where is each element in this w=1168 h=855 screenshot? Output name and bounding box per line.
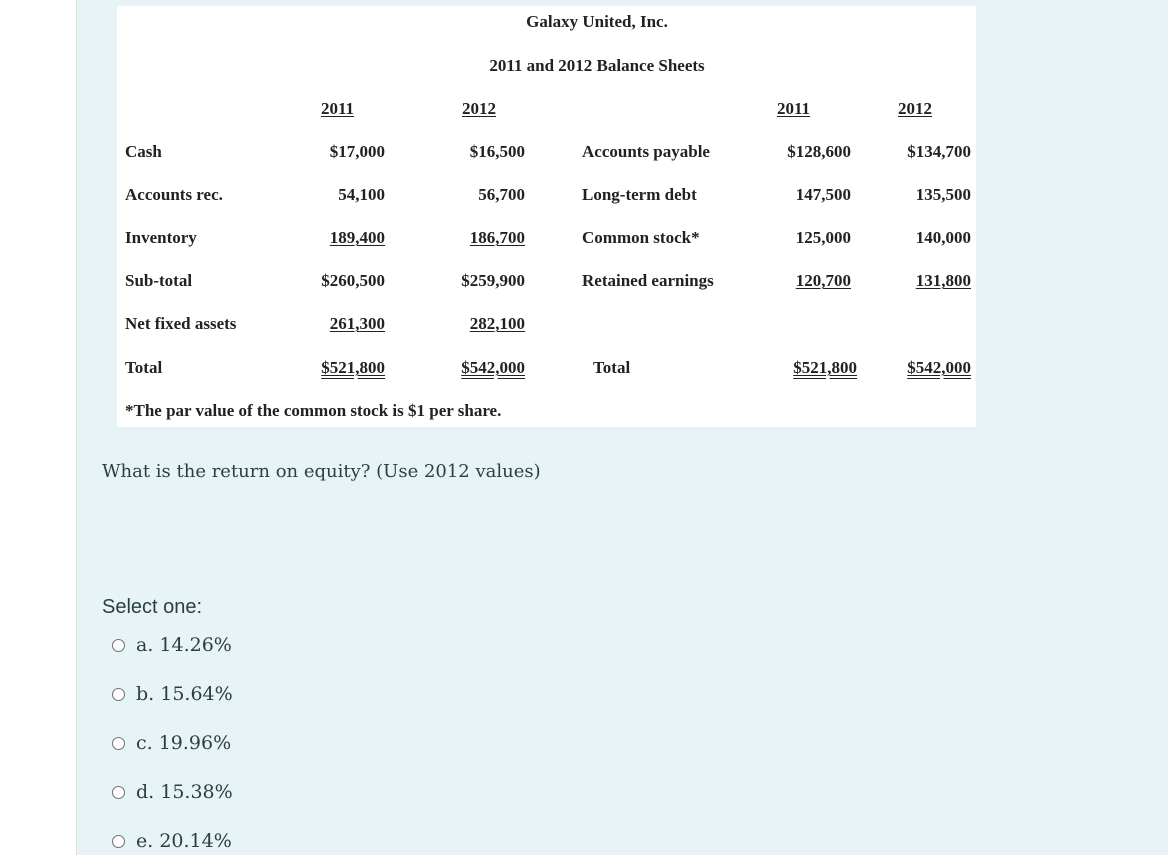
asset-label-total: Total — [125, 358, 163, 377]
header-right-2011: 2011 — [777, 99, 811, 118]
radio-option-b[interactable] — [112, 688, 125, 701]
radio-option-d[interactable] — [112, 786, 125, 799]
left-gutter — [0, 0, 77, 855]
option-c[interactable] — [112, 730, 231, 756]
liability-retained-earnings-2012-value: 131,800 — [915, 271, 971, 290]
option-b[interactable] — [112, 681, 233, 707]
asset-label-inventory: Inventory — [125, 228, 197, 247]
balance-sheet-subtitle: 2011 and 2012 Balance Sheets — [489, 56, 705, 75]
asset-net-fixed-2011-value: 261,300 — [329, 314, 385, 333]
liability-label-total: Total — [593, 358, 631, 377]
liability-long-term-debt-2011: 147,500 — [795, 185, 851, 204]
asset-label-sub-total: Sub-total — [125, 271, 193, 290]
asset-total-2011-value: $521,800 — [321, 358, 385, 377]
company-title: Galaxy United, Inc. — [526, 12, 668, 31]
radio-option-c[interactable] — [112, 737, 125, 750]
liability-label-accounts-payable: Accounts payable — [582, 142, 710, 161]
asset-cash-2011: $17,000 — [329, 142, 385, 161]
asset-inventory-2012 — [425, 228, 525, 248]
header-left-2011: 2011 — [321, 99, 355, 118]
liability-total-2011 — [757, 358, 857, 378]
option-a-label[interactable]: a. 14.26% — [136, 634, 232, 656]
option-d[interactable] — [112, 779, 233, 805]
asset-net-fixed-2012 — [425, 314, 525, 334]
liability-retained-earnings-2011-value: 120,700 — [795, 271, 851, 290]
option-d-label[interactable]: d. 15.38% — [136, 781, 233, 803]
asset-inventory-2012-value: 186,700 — [469, 228, 525, 247]
liability-label-common-stock: Common stock* — [582, 228, 700, 247]
question-text: What is the return on equity? (Use 2012 values) — [102, 461, 541, 482]
liability-total-2012-value: $542,000 — [907, 358, 971, 377]
asset-inventory-2011 — [285, 228, 385, 248]
liability-accounts-payable-2011: $128,600 — [787, 142, 851, 161]
asset-accounts-rec-2012: 56,700 — [478, 185, 525, 204]
liability-retained-earnings-2011 — [751, 271, 851, 291]
asset-net-fixed-2011 — [285, 314, 385, 334]
liability-common-stock-2012: 140,000 — [915, 228, 971, 247]
option-a[interactable] — [112, 632, 232, 658]
asset-net-fixed-2012-value: 282,100 — [469, 314, 525, 333]
option-c-label[interactable]: c. 19.96% — [136, 732, 232, 754]
option-e-label[interactable]: e. 20.14% — [136, 830, 232, 852]
header-left-2012: 2012 — [462, 99, 496, 118]
liability-label-retained-earnings: Retained earnings — [582, 271, 714, 290]
asset-label-cash: Cash — [125, 142, 162, 161]
liability-retained-earnings-2012 — [871, 271, 971, 291]
liability-long-term-debt-2012: 135,500 — [915, 185, 971, 204]
liability-label-long-term-debt: Long-term debt — [582, 185, 697, 204]
liability-accounts-payable-2012: $134,700 — [907, 142, 971, 161]
liability-common-stock-2011: 125,000 — [795, 228, 851, 247]
liability-total-2012 — [871, 358, 971, 378]
asset-inventory-2011-value: 189,400 — [329, 228, 385, 247]
option-b-label[interactable]: b. 15.64% — [136, 683, 233, 705]
asset-total-2012-value: $542,000 — [461, 358, 525, 377]
asset-sub-total-2011: $260,500 — [321, 271, 385, 290]
asset-total-2012 — [425, 358, 525, 378]
asset-total-2011 — [285, 358, 385, 378]
liability-total-2011-value: $521,800 — [793, 358, 857, 377]
asset-label-accounts-rec: Accounts rec. — [125, 185, 223, 204]
balance-sheet-image — [117, 6, 976, 427]
asset-label-net-fixed-assets: Net fixed assets — [125, 314, 237, 333]
option-e[interactable] — [112, 828, 232, 854]
header-right-2012: 2012 — [898, 99, 932, 118]
asset-cash-2012: $16,500 — [469, 142, 525, 161]
asset-sub-total-2012: $259,900 — [461, 271, 525, 290]
asset-accounts-rec-2011: 54,100 — [338, 185, 385, 204]
radio-option-e[interactable] — [112, 835, 125, 848]
select-one-label: Select one: — [102, 596, 203, 618]
common-stock-footnote: *The par value of the common stock is $1 per share. — [125, 401, 502, 420]
radio-option-a[interactable] — [112, 639, 125, 652]
